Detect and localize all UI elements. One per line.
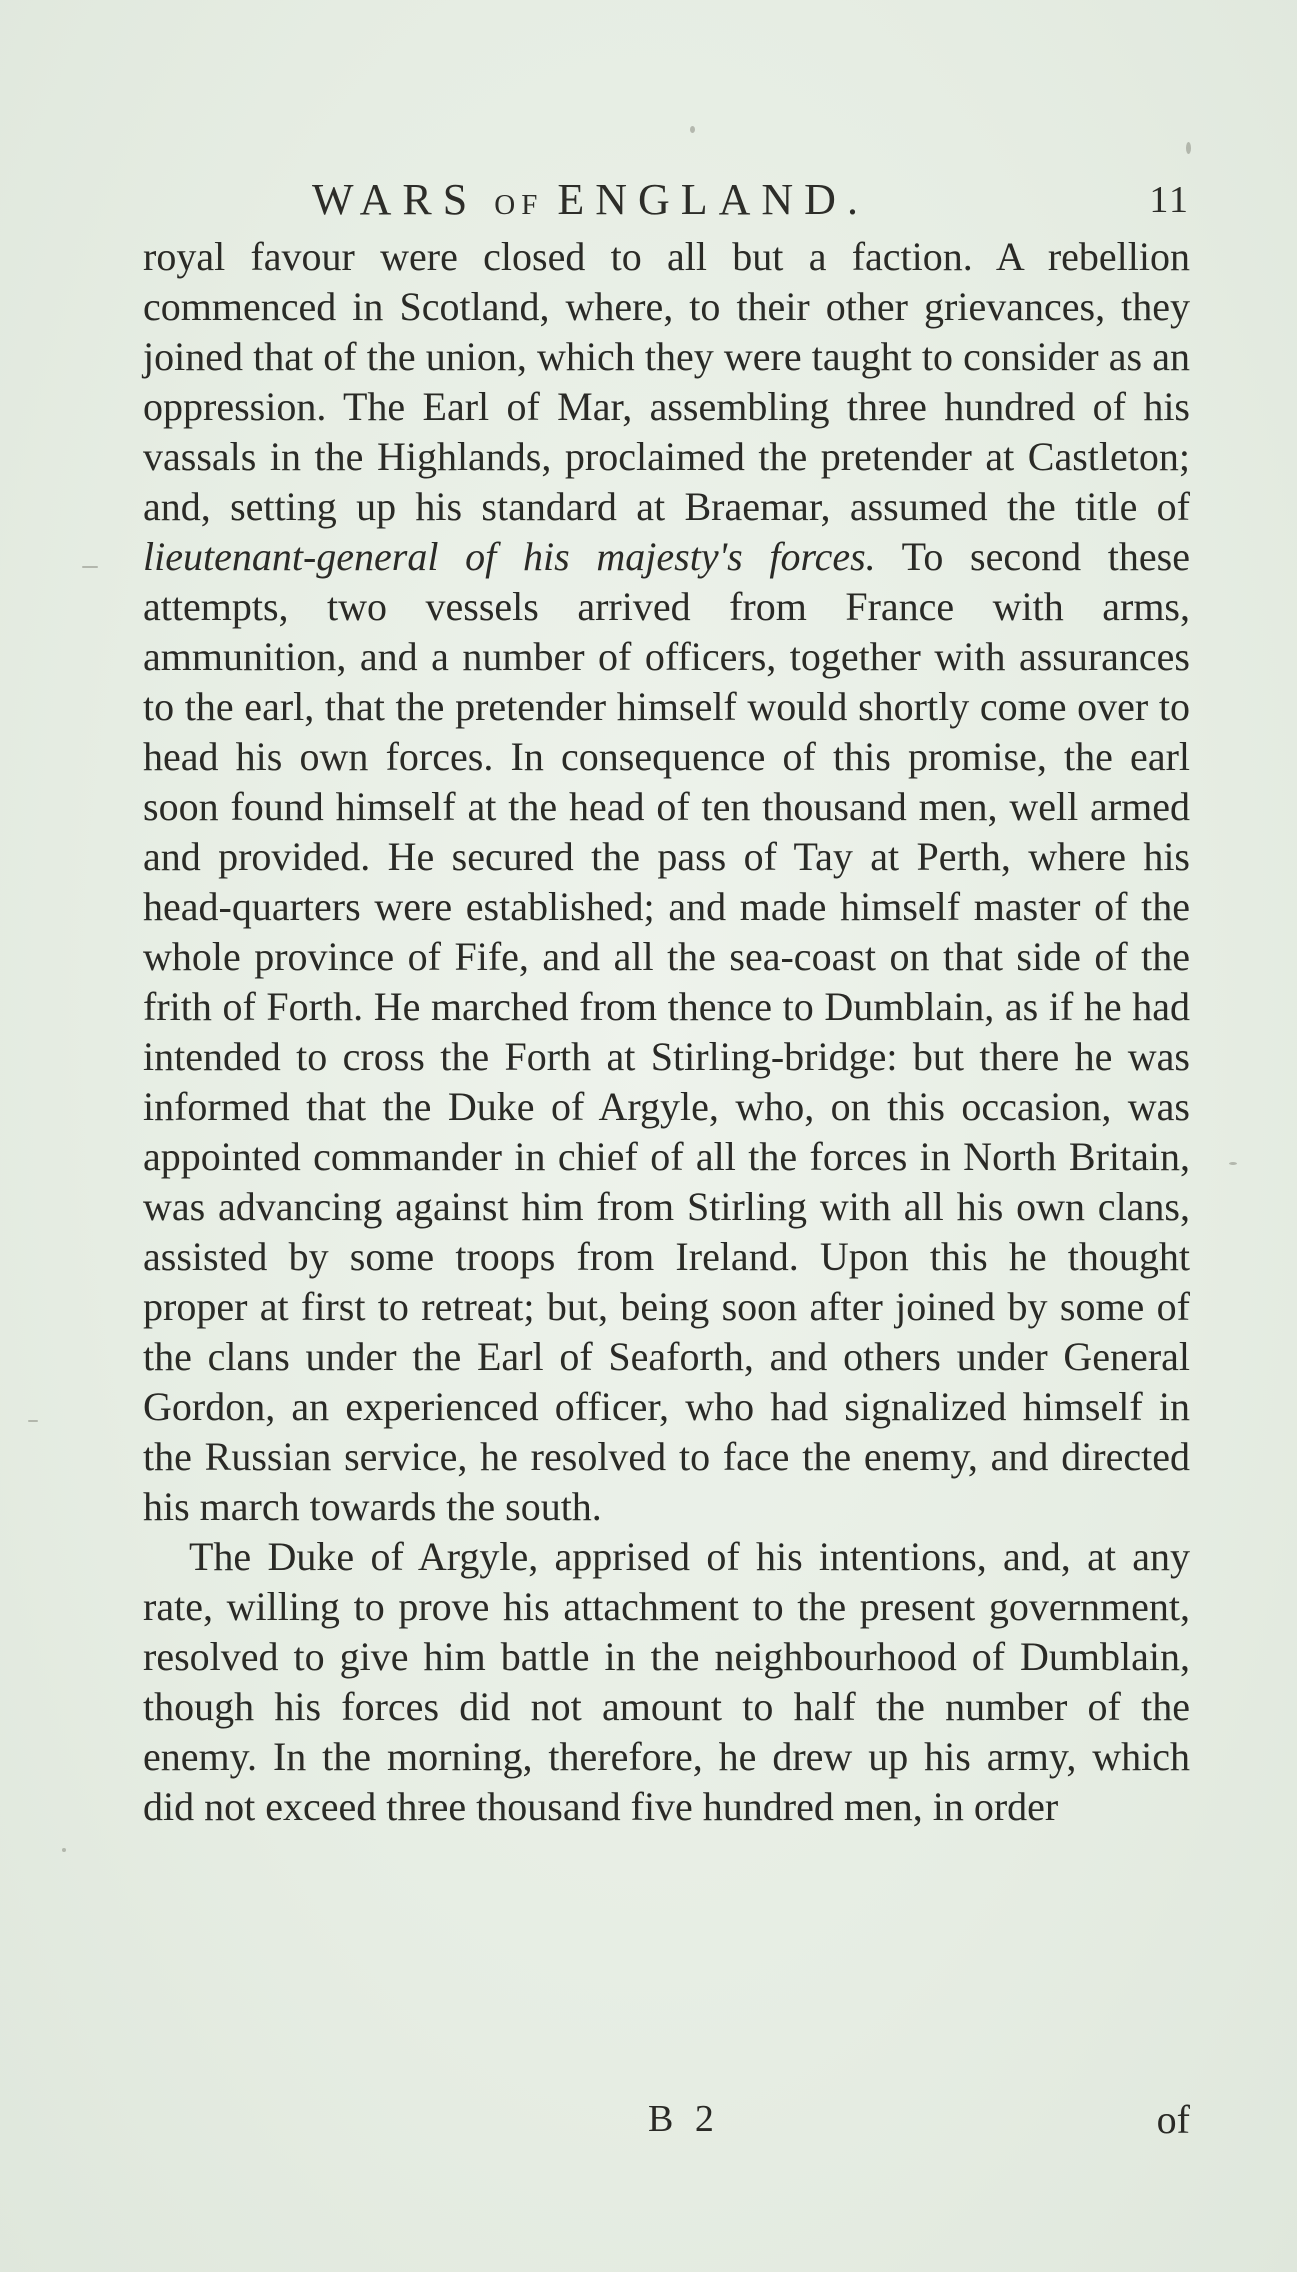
paper-speck [690,126,695,133]
paragraph-1-text-b: To second these attempts, two vessels arrived from France with arms, ammunition, and a number of officers, together with assurances to the earl, that the pretender himself would shortly come over to head his own forces. In consequence of this promise, the earl soon found himself at the head of ten thousand men, well armed and provided. He secured the pass of Tay at Perth, where his head-quarters were established; and made himself master of the whole province of Fife, and all the sea-coast on that side of the frith of Forth. He marched from thence to Dumblain, as if he had intended to cross the Forth at Stirling-bridge: but there he was informed that the Duke of Argyle, who, on this occasion, was appointed commander in chief of all the forces in North Britain, was advancing against him from Stirling with all his own clans, assisted by some troops from Ireland. Upon this he thought proper at first to retreat; but, being soon after joined by some of the clans under the Earl of Seaforth, and others under General Gordon, an experienced officer, who had signalized himself in the Russian service, he resolved to face the enemy, and directed his march towards the south. [143,534,1190,1529]
paper-speck [1229,1162,1237,1165]
page-number: 11 [1149,179,1190,221]
title-england: ENGLAND. [557,175,869,224]
paragraph-1-text-a: royal favour were closed to all but a faction. A rebellion commenced in Scotland, where, to their other grievances, they joined that of the union, which they were taught to consider as an oppression. The Earl of Mar, assembling three hundred of his vassals in the Highlands, proclaimed the pretender at Castleton; and, setting up his standard at Braemar, assumed the title of [143,234,1190,529]
signature-mark: B 2 [648,2098,720,2140]
paper-speck [62,1848,66,1852]
page-footer [143,2092,1190,2147]
catchword: of [1156,2097,1190,2142]
paragraph-1-italic-title: lieutenant-general of his majesty's forces. [143,534,876,579]
paper-speck [1186,142,1191,154]
paragraph-1 [143,232,1190,1532]
paragraph-2: The Duke of Argyle, apprised of his intentions, and, at any rate, willing to prove his attachment to the present government, resolved to give him battle in the neighbourhood of Dumblain, though his forces did not amount to half the number of the enemy. In the morning, therefore, he drew up his army, which did not exceed three thousand five hundred men, in order [143,1534,1190,1829]
body-text [143,232,1190,2112]
title-wars: WARS [312,175,479,224]
paper-speck [82,566,98,568]
title-of: OF [494,189,544,221]
running-title [312,170,869,235]
running-head [312,170,1190,230]
paper-speck [28,1420,38,1422]
